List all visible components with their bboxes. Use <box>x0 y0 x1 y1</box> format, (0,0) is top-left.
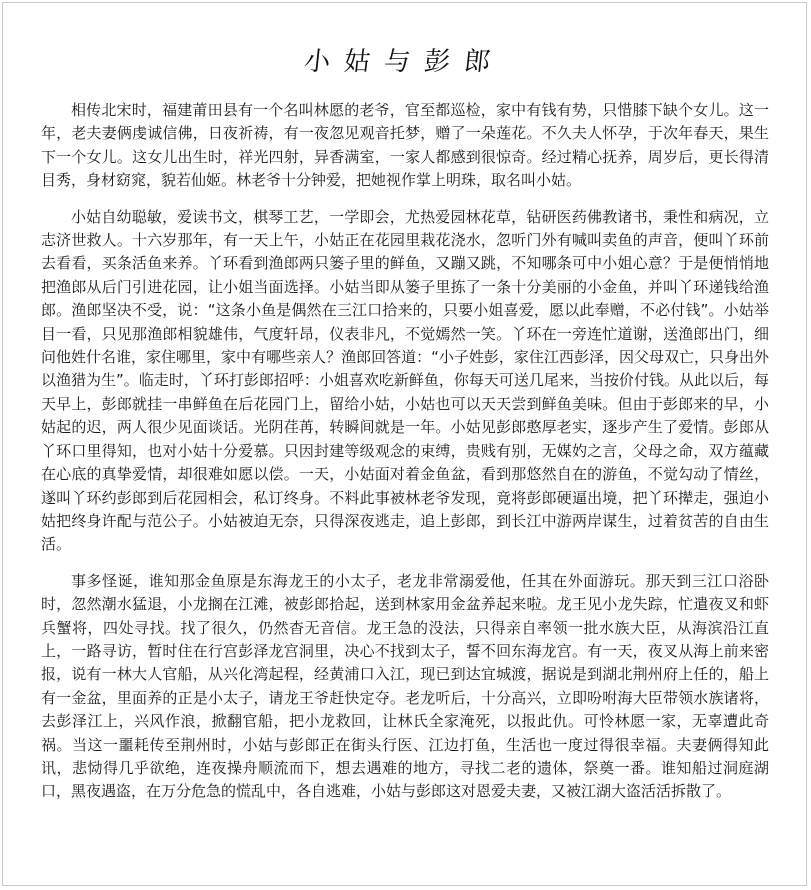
paragraph-2: 小姑自幼聪敏，爱读书文，棋琴工艺，一学即会，尤热爱园林花草，钻研医药佛教诸书，秉性和病况，立志济世救人。十六岁那年，有一天上午，小姑正在花园里栽花浇水，忽听门外有喊叫卖鱼的声音，便叫丫环前去看看，买条活鱼来养。丫环看到渔郎两只篓子里的鲜鱼，又蹦又跳，不知哪条可中小姐心意？于是便悄悄地把渔郎从后门引进花园，让小姐当面选择。小姑当即从篓子里拣了一条十分美丽的小金鱼，并叫丫环递钱给渔郎。渔郎坚决不受，说：“这条小鱼是偶然在三江口拾来的，只要小姐喜爱，愿以此奉赠，不必付钱”。小姑举目一看，只见那渔郎相貌雄伟，气度轩昂，仪表非凡，不觉嫣然一笑。丫环在一旁连忙道谢，送渔郎出门，细问他姓什名谁，家住哪里，家中有哪些亲人？渔郎回答道：“小子姓彭，家住江西彭泽，因父母双亡，只身出外以渔猎为生”。临走时，丫环打彭郎招呼：小姐喜欢吃新鲜鱼，你每天可送几尾来，当按价付钱。从此以后，每天早上，彭郎就挂一串鲜鱼在后花园门上，留给小姑，小姑也可以天天尝到鲜鱼美味。但由于彭郎来的早，小姑起的迟，两人很少见面谈话。光阴荏苒，转瞬间就是一年。小姑见彭郎憨厚老实，逐步产生了爱情。彭郎从丫环口里得知，也对小姑十分爱慕。只因封建等级观念的束缚，贵贱有别，无媒妁之言，父母之命，双方蕴藏在心底的真挚爱情，却很难如愿以偿。一天，小姑面对着金鱼盆，看到那悠然自在的游鱼，不觉勾动了情丝，遂叫丫环约彭郎到后花园相会，私订终身。不料此事被林老爷发现，竟将彭郎硬逼出境，把丫环撵走，强迫小姑把终身许配与范公子。小姑被迫无奈，只得深夜逃走，追上彭郎，到长江中游两岸谋生，过着贫苦的自由生活。 <box>41 207 769 554</box>
document-body <box>41 99 769 817</box>
document-title: 小姑与彭郎 <box>302 47 506 77</box>
paragraph-3: 事多怪诞，谁知那金鱼原是东海龙王的小太子，老龙非常溺爱他，任其在外面游玩。那天到三江口浴卧时，忽然潮水猛退，小龙搁在江滩，被彭郎拾起，送到林家用金盆养起来啦。龙王见小龙失踪，忙遣夜叉和虾兵蟹将，四处寻找。找了很久，仍然杳无音信。龙王急的没法，只得亲自率领一批水族大臣，从海滨沿江直上，一路寻访，暂时住在行宫彭泽龙宫洞里，决心不找到太子，誓不回东海龙宫。有一天，夜叉从海上前来密报，说有一林大人官船，从兴化湾起程，经黄浦口入江，现已到达宜城渡，据说是到湖北荆州府上任的，船上有一金盆，里面养的正是小太子，请龙王爷赶快定夺。老龙听后，十分高兴，立即吩咐海大臣带领水族诸将，去彭泽江上，兴风作浪，掀翻官船，把小龙救回，让林氏全家淹死，以报此仇。可怜林愿一家，无辜遭此奇祸。当这一噩耗传至荆州时，小姑与彭郎正在街头行医、江边打鱼，生活也一度过得很幸福。夫妻俩得知此讯，悲恸得几乎欲绝，连夜操舟顺流而下，想去遇难的地方，寻找二老的遗体，祭奠一番。谁知船过洞庭湖口，黑夜遇盗，在万分危急的慌乱中，各自逃难，小姑与彭郎这对恩爱夫妻，又被江湖大盗活活拆散了。 <box>41 571 769 801</box>
page-frame <box>2 2 807 886</box>
paragraph-1: 相传北宋时，福建莆田县有一个名叫林愿的老爷，官至都巡检，家中有钱有势，只惜膝下缺个女儿。这一年，老夫妻俩虔诚信佛，日夜祈祷，有一夜忽见观音托梦，赠了一朵莲花。不久夫人怀孕，于次年春天，果生下一个女儿。这女儿出生时，祥光四射，异香满室，一家人都感到很惊奇。经过精心抚养，周岁后，更长得清目秀，身材窈窕，貌若仙姬。林老爷十分钟爱，把她视作掌上明珠，取名叫小姑。 <box>41 101 769 190</box>
